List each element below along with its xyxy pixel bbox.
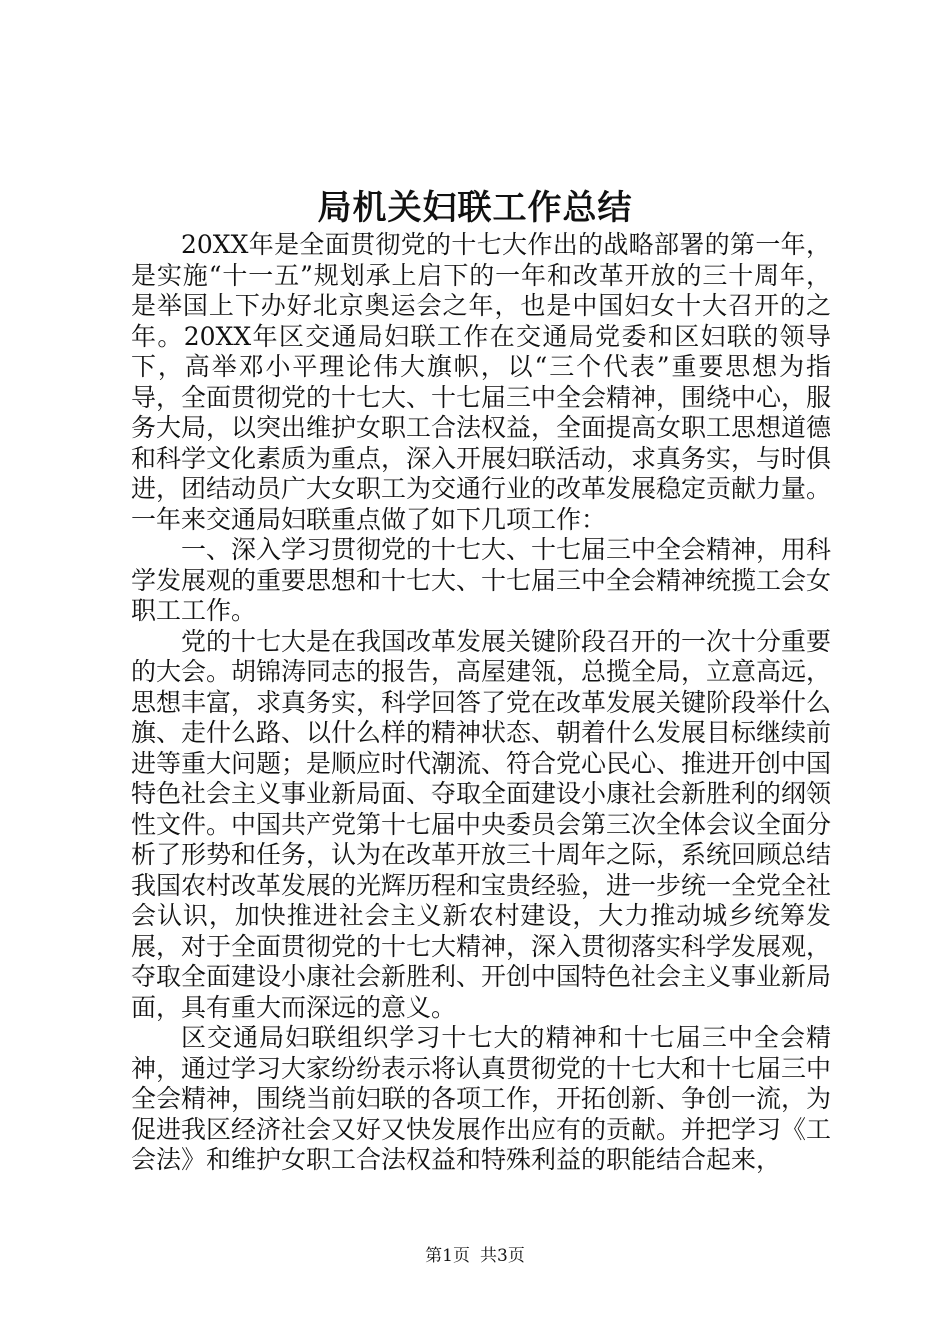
page-total: 共3页: [480, 1246, 525, 1266]
paragraph-study: 区交通局妇联组织学习十七大的精神和十七届三中全会精神，通过学习大家纷纷表示将认真贯彻党的十七大和十七届三中全会精神，围绕当前妇联的各项工作，开拓创新、争创一流，为促进我区经济社会又好又快发展作出应有的贡献。并把学习《工会法》和维护女职工合法权益和特殊利益的职能结合起来，: [131, 1023, 832, 1174]
paragraph-intro: 20XX年是全面贯彻党的十七大作出的战略部署的第一年，是实施“十一五”规划承上启下的一年和改革开放的三十周年，是举国上下办好北京奥运会之年，也是中国妇女十大召开的之年。20XX年区交通局妇联工作在交通局党委和区妇联的领导下，高举邓小平理论伟大旗帜，以“三个代表”重要思想为指导，全面贯彻党的十七大、十七届三中全会精神，围绕中心，服务大局，以突出维护女职工合法权益，全面提高女职工思想道德和科学文化素质为重点，深入开展妇联活动，求真务实，与时俱进，团结动员广大女职工为交通行业的改革发展稳定贡献力量。一年来交通局妇联重点做了如下几项工作：: [131, 230, 832, 534]
document-title: 局机关妇联工作总结: [317, 188, 633, 228]
document-body: [131, 230, 831, 1176]
page-number: 第1页: [425, 1246, 470, 1266]
paragraph-section-heading: 一、深入学习贯彻党的十七大、十七届三中全会精神，用科学发展观的重要思想和十七大、十七届三中全会精神统揽工会女职工工作。: [131, 535, 832, 625]
page-footer: [0, 1244, 950, 1268]
paragraph-congress: 党的十七大是在我国改革发展关键阶段召开的一次十分重要的大会。胡锦涛同志的报告，高屋建瓴，总揽全局，立意高远，思想丰富，求真务实，科学回答了党在改革发展关键阶段举什么旗、走什么路、以什么样的精神状态、朝着什么发展目标继续前进等重大问题；是顺应时代潮流、符合党心民心、推进开创中国特色社会主义事业新局面、夺取全面建设小康社会新胜利的纲领性文件。中国共产党第十七届中央委员会第三次全体会议全面分析了形势和任务，认为在改革开放三十周年之际，系统回顾总结我国农村改革发展的光辉历程和宝贵经验，进一步统一全党全社会认识，加快推进社会主义新农村建设，大力推动城乡统筹发展，对于全面贯彻党的十七大精神，深入贯彻落实科学发展观，夺取全面建设小康社会新胜利、开创中国特色社会主义事业新局面，具有重大而深远的意义。: [131, 626, 832, 1022]
